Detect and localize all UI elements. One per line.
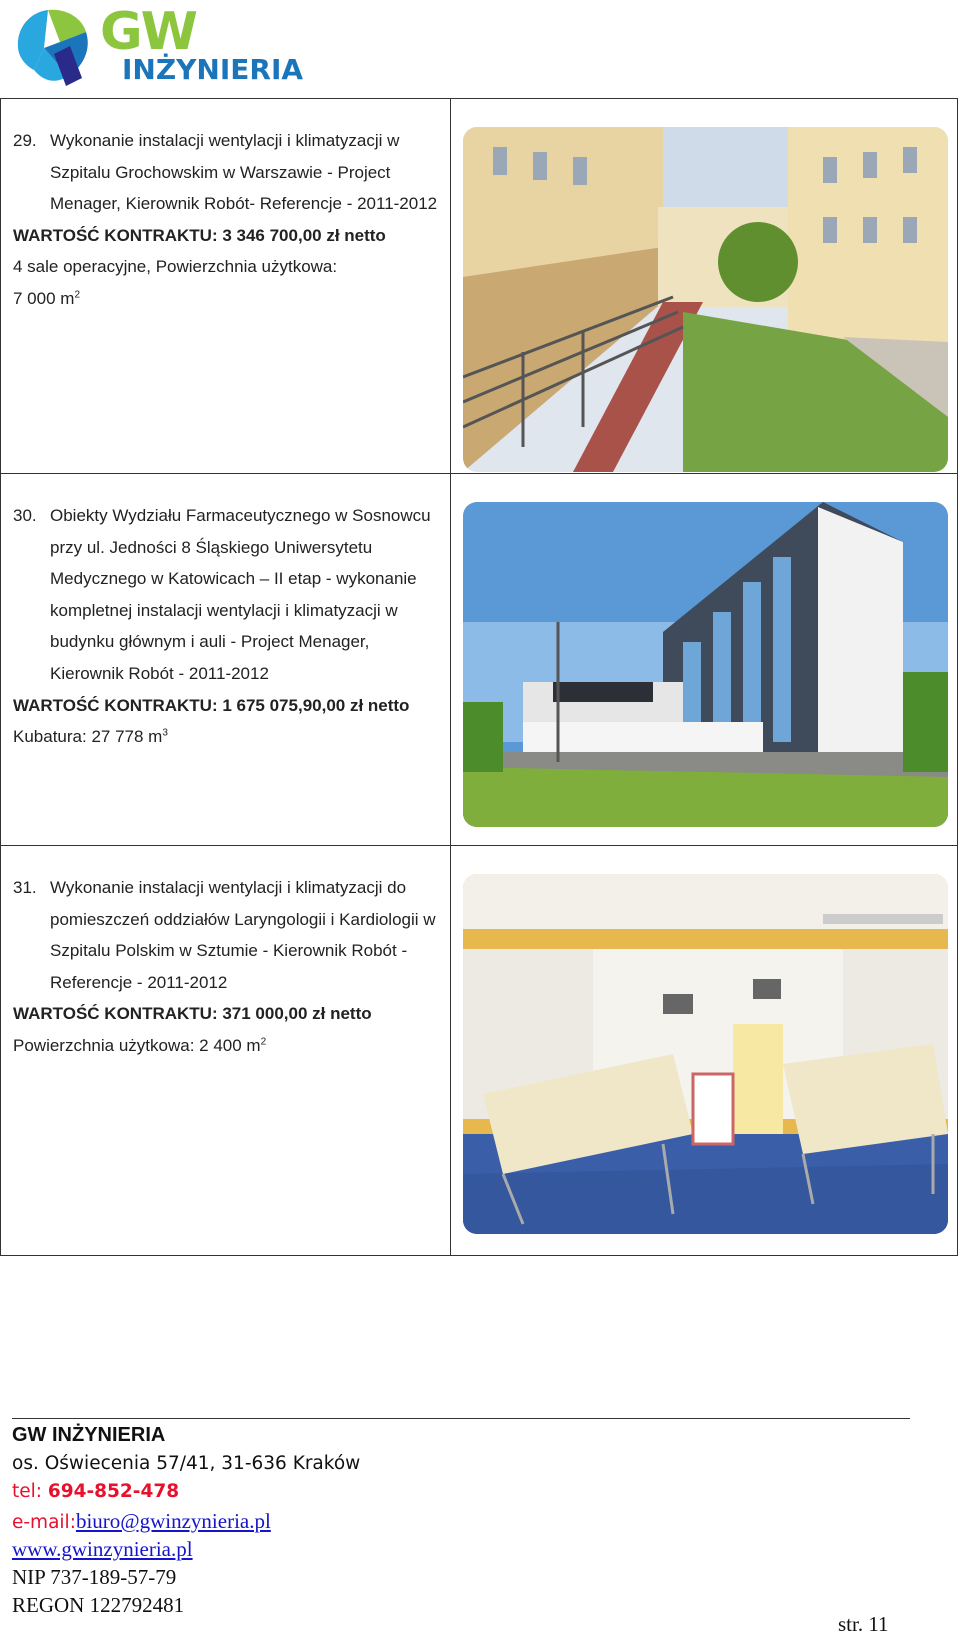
reference-text-cell	[1, 474, 451, 846]
company-logo	[10, 2, 330, 88]
reference-title: Wykonanie instalacji wentylacji i klimatyzacji w Szpitalu Grochowskim w Warszawie - Project Menager, Kierownik Robót- Referencje - 2011-2012	[50, 131, 438, 214]
contract-value: WARTOŚĆ KONTRAKTU: 1 675 075,90,00 zł netto	[13, 695, 410, 715]
reference-photo-cell	[451, 99, 958, 474]
page-number: str. 11	[838, 1612, 889, 1636]
reference-text-cell	[1, 846, 451, 1256]
footer-company: GW INŻYNIERIA	[12, 1424, 166, 1446]
website-link[interactable]: www.gwinzynieria.pl	[12, 1537, 193, 1561]
reference-title: Obiekty Wydziału Farmaceutycznego w Sosnowcu przy ul. Jedności 8 Śląskiego Uniwersytetu Medycznego w Katowicach – II etap - wykonanie kompletnej instalacji wentylacji i klimatyzacji w budynku głównym i auli - Project Menager, Kierownik Robót - 2011-2012	[50, 506, 431, 683]
reference-number: 30.	[13, 506, 37, 525]
hospital-ward-photo	[463, 874, 948, 1234]
reference-details: 4 sale operacyjne, Powierzchnia użytkowa:	[13, 257, 338, 277]
hospital-courtyard-photo	[463, 127, 948, 472]
reference-heading	[13, 872, 440, 998]
logo-text-inzynieria: INŻYNIERIA	[122, 53, 304, 86]
footer-divider	[12, 1418, 910, 1419]
reference-details: Powierzchnia użytkowa: 2 400 $m^2$	[13, 1035, 267, 1055]
reference-text-cell	[1, 99, 451, 474]
table-row	[1, 846, 958, 1256]
contract-value: WARTOŚĆ KONTRAKTU: 3 346 700,00 zł netto	[13, 225, 386, 245]
university-building-photo	[463, 502, 948, 827]
email-link[interactable]: biuro@gwinzynieria.pl	[75, 1509, 271, 1533]
logo-mark-icon	[10, 2, 102, 88]
reference-photo-cell	[451, 474, 958, 846]
logo-text-gw: GW	[100, 2, 197, 62]
reference-number: 29.	[13, 131, 37, 150]
reference-number: 31.	[13, 878, 37, 897]
footer-phone: tel: 694-852-478	[12, 1481, 180, 1502]
table-row	[1, 474, 958, 846]
footer-regon: REGON 122792481	[12, 1593, 185, 1617]
table-row	[1, 99, 958, 474]
reference-title: Wykonanie instalacji wentylacji i klimatyzacji do pomieszczeń oddziałów Laryngologii i Kardiologii w Szpitalu Polskim w Sztumie - Kierownik Robót - Referencje - 2011-2012	[50, 878, 436, 992]
footer-nip: NIP 737-189-57-79	[12, 1565, 177, 1589]
reference-details-area: 7 000 $m^2$	[13, 288, 80, 308]
reference-heading	[13, 500, 440, 690]
reference-heading	[13, 125, 440, 220]
references-table	[0, 98, 958, 1256]
reference-details: Kubatura: 27 778 $m^3$	[13, 727, 168, 747]
reference-photo-cell	[451, 846, 958, 1256]
footer-address: os. Oświecenia 57/41, 31-636 Kraków	[12, 1453, 361, 1474]
footer-email: e-mail:biuro@gwinzynieria.pl	[12, 1509, 271, 1533]
contract-value: WARTOŚĆ KONTRAKTU: 371 000,00 zł netto	[13, 1004, 372, 1024]
